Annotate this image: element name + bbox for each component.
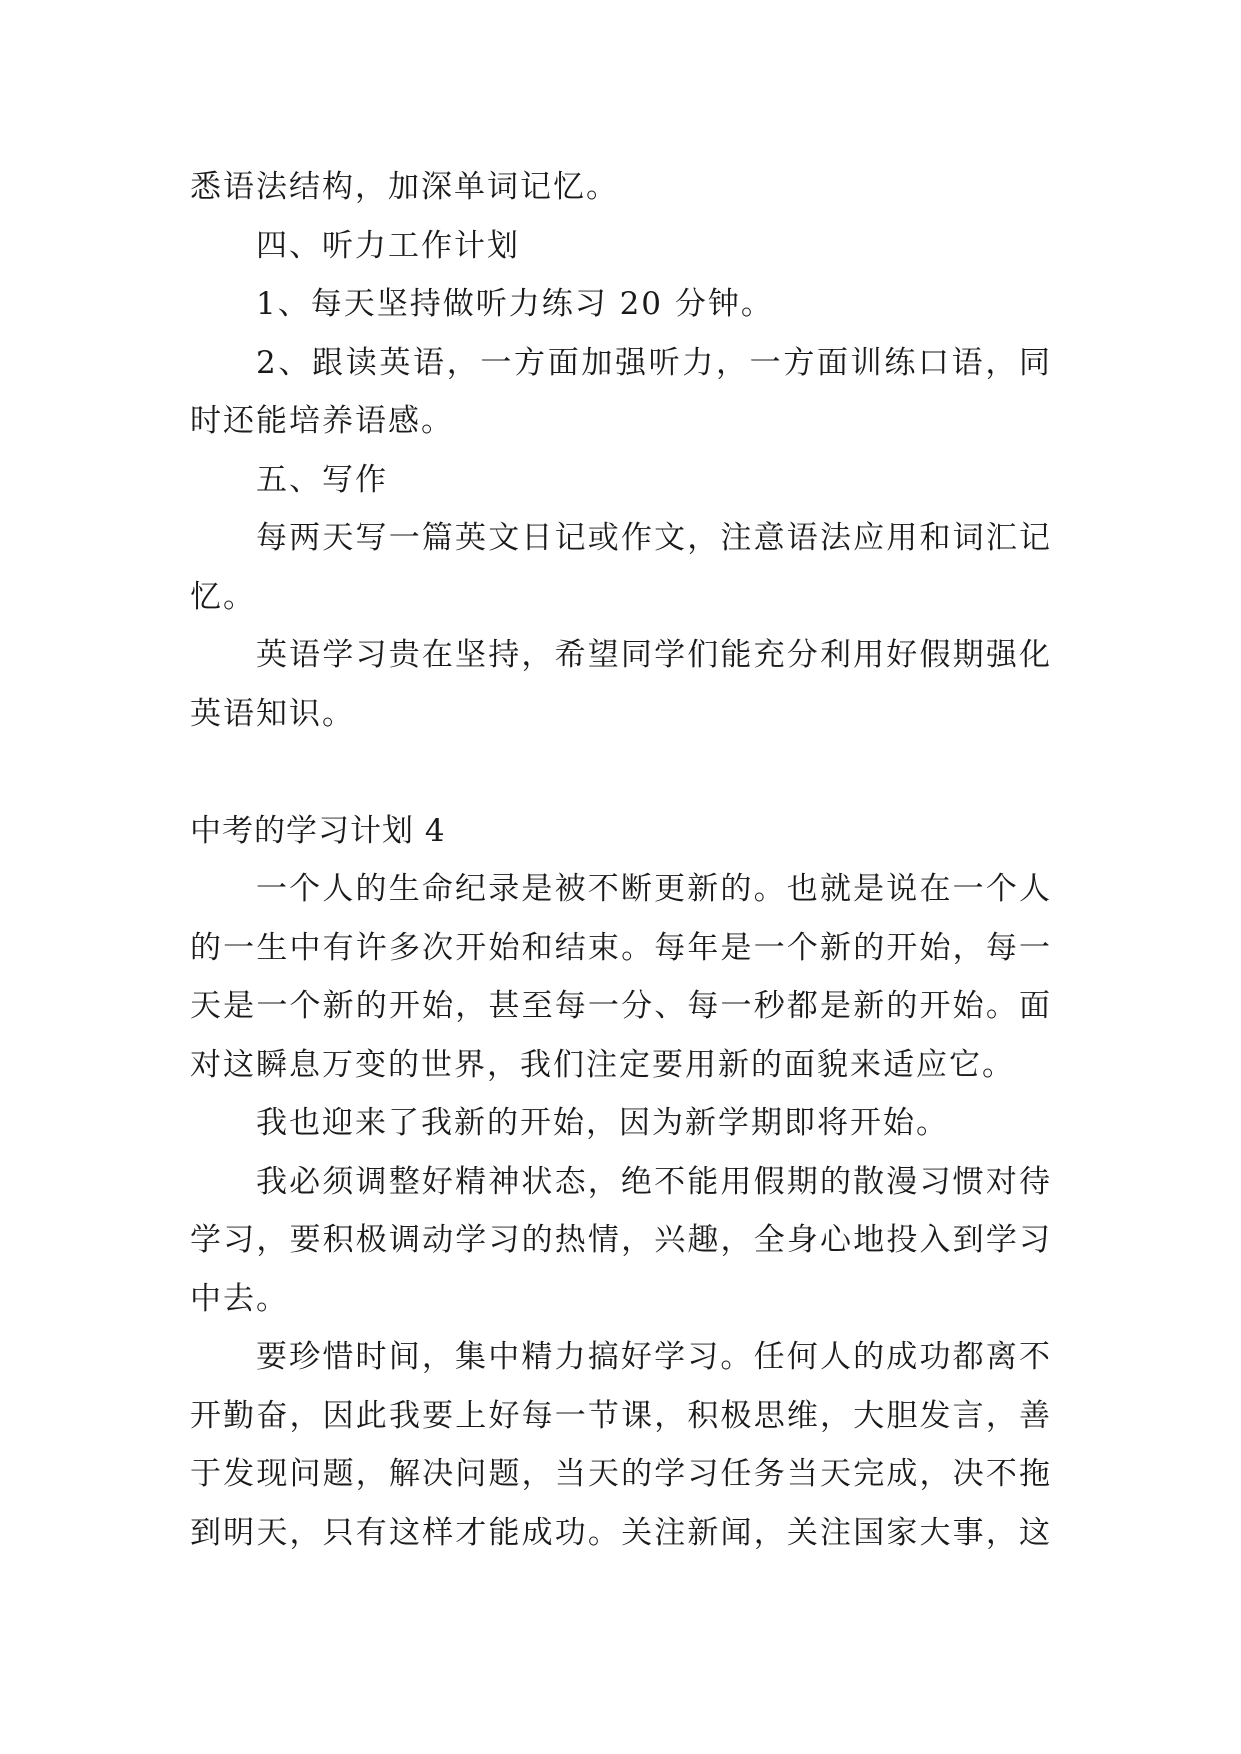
paragraph-line: 中去。 — [190, 1280, 289, 1317]
paragraph-line: 一个人的生命纪录是被不断更新的。也就是说在一个人 — [256, 871, 1050, 907]
paragraph-line: 开勤奋，因此我要上好每一节课，积极思维，大胆发言，善 — [190, 1397, 1050, 1434]
paragraph-line: 学习，要积极调动学习的热情，兴趣，全身心地投入到学习 — [190, 1222, 1050, 1258]
section-heading-writing: 五、写作 — [256, 461, 388, 498]
paragraph-line: 英语知识。 — [190, 695, 355, 732]
paragraph-line: 我也迎来了我新的开始，因为新学期即将开始。 — [256, 1105, 949, 1141]
paragraph-line: 每两天写一篇英文日记或作文，注意语法应用和词汇记 — [256, 520, 1050, 556]
paragraph-line: 对这瞬息万变的世界，我们注定要用新的面貌来适应它。 — [190, 1046, 1015, 1083]
paragraph-line: 要珍惜时间，集中精力搞好学习。任何人的成功都离不 — [256, 1339, 1050, 1375]
paragraph-line: 1、每天坚持做听力练习 20 分钟。 — [256, 286, 774, 322]
section-title: 中考的学习计划 4 — [190, 812, 446, 849]
paragraph-line: 2、跟读英语，一方面加强听力，一方面训练口语，同 — [256, 344, 1050, 381]
document-page — [190, 158, 1050, 1562]
section-spacer — [190, 743, 1050, 802]
section-heading-listening: 四、听力工作计划 — [256, 227, 520, 264]
paragraph-line: 悉语法结构，加深单词记忆。 — [190, 169, 619, 205]
paragraph-line: 到明天，只有这样才能成功。关注新闻，关注国家大事，这 — [190, 1514, 1050, 1551]
paragraph-line: 天是一个新的开始，甚至每一分、每一秒都是新的开始。面 — [190, 988, 1050, 1024]
paragraph-line: 我必须调整好精神状态，绝不能用假期的散漫习惯对待 — [256, 1163, 1050, 1200]
paragraph-line: 英语学习贵在坚持，希望同学们能充分利用好假期强化 — [256, 637, 1050, 673]
paragraph-line: 的一生中有许多次开始和结束。每年是一个新的开始，每一 — [190, 929, 1050, 966]
paragraph-line: 忆。 — [190, 578, 256, 615]
paragraph-line: 于发现问题，解决问题，当天的学习任务当天完成，决不拖 — [190, 1456, 1050, 1492]
paragraph-line: 时还能培养语感。 — [190, 403, 454, 439]
